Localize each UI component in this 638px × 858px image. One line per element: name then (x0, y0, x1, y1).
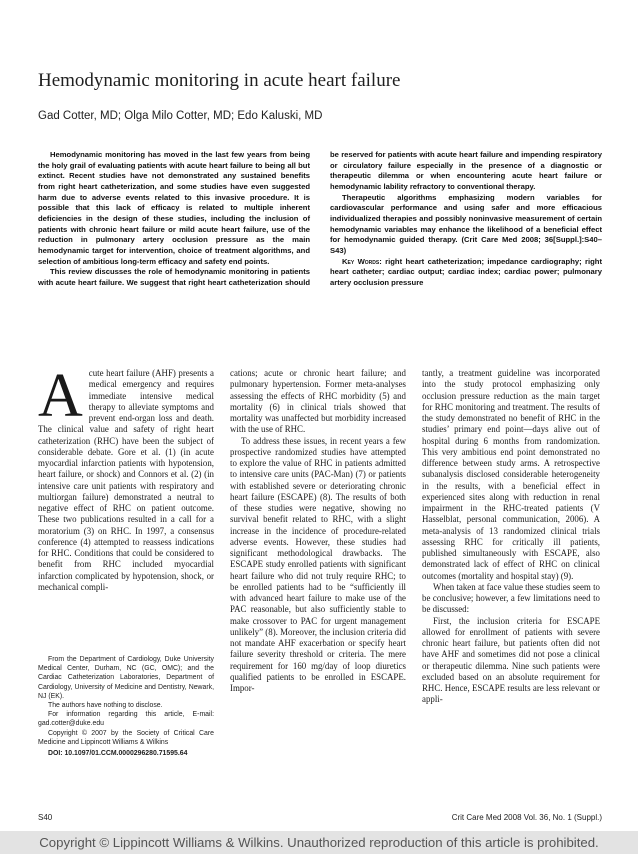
body-paragraph: First, the inclusion criteria for ESCAPE allowed for enrollment of patients with severe chronic heart failure, but patients often did not have AHF and sometimes did not pose a clinical or therapeutic dilemma. Nine such patients were excluded based on an absolute requirement for RHC. Hence, ESCAPE results are less relevant or appli- (422, 615, 600, 705)
drop-cap: A (38, 368, 83, 430)
footnote (38, 655, 214, 758)
page-number: S40 (38, 813, 53, 822)
abstract-paragraph: Therapeutic algorithms emphasizing modern variables for cardiovascular performance and using safer and more efficacious individualized therapies and possibly noninvasive measurement of certain hemodynamic variables may enhance the likelihood of a beneficial effect for hemodynamic guided therapy. (Crit Care Med 2008; 36[Suppl.]:S40–S43) (330, 192, 602, 255)
body-paragraph: cute heart failure (AHF) presents a medical emergency and requires immediate intensive medical therapy to alleviate symptoms and prevent end-organ loss and death. The clinical value and safety of right heart catheterization (RHC) have been the subject of considerable debate. Gore et al. (1) (in acute myocardial infarction patients with hypotension, heart failure, or shock) and Connors et al. (2) (in intensive care unit patients with respiratory and multiorgan failure) demonstrated a neutral to negative effect of RHC on patient outcome. These two publications resulted in a call for a moratorium (3) on RHC. In 1997, a consensus conference (4) attempted to reassess indications for RHC. Conditions that could be considered to benefit from RHC included myocardial infarction complicated by hypotension, shock, or mechanical compli- (38, 368, 214, 592)
body-paragraph: When taken at face value these studies seem to be conclusive; however, a few limitations need to be discussed: (422, 581, 600, 615)
key-words-label: Key Words: (342, 256, 382, 266)
journal-citation: Crit Care Med 2008 Vol. 36, No. 1 (Suppl.) (451, 813, 602, 822)
body-paragraph: To address these issues, in recent years a few prospective randomized studies have attempted to explore the value of RHC in patients admitted to intensive care units (PAC-Man) (7) or patients with established severe or deteriorating chronic heart failure (ESCAPE) (8). The results of both of these studies were negative, showing no survival benefit related to RHC, with a slight increase in the incidence of procedure-related adverse events. However, these studies had significant methodological drawbacks. The ESCAPE study enrolled patients with significant heart failure who did not truly require RHC; to be enrolled patients had to be “sufficiently ill with advanced heart failure to make use of the PAC reasonable, but also sufficiently stable to make crossover to PAC for urgent management unlikely” (8). Moreover, the inclusion criteria did not mandate AHF exacerbation or specify heart failure severity threshold or criteria. The mere requirement for 160 mg/day of loop diuretics qualified patients to be enrolled in ESCAPE. Impor- (230, 435, 406, 693)
key-words (330, 257, 602, 289)
author-list: Gad Cotter, MD; Olga Milo Cotter, MD; Edo Kaluski, MD (38, 110, 323, 122)
body-paragraph: cations; acute or chronic heart failure; and pulmonary hypertension. Former meta-analyses assessing the effects of RHC morbidity (5) and mortality (6) in clinical trials showed that mortality was unaffected but morbidity increased with the use of RHC. (230, 368, 406, 435)
key-words-text: right heart catheterization; impedance cardiography; right heart catheter; cardiac output; cardiac index; cardiac power; pulmonary artery occlusion pressure (330, 256, 602, 287)
abstract (38, 150, 602, 340)
abstract-paragraph: Hemodynamic monitoring has moved in the last few years from being the holy grail of evaluating patients with acute heart failure to being all but extinct. Recent studies have not demonstrated any sustained benefits from right heart catheterization, and some studies have even suggested harm due to adverse events related to this invasive procedure. It is possible that this lack of efficacy is related to multiple inherent deficiencies in the design of these studies, including the inclusion of patients with chronic heart failure or mild acute heart failure, use of the reduction in pulmonary artery occlusion pressure as the main hemodynamic target for intervention, choice of treatment algorithms, and selection of ambitious long-term efficacy and safety end points. (38, 150, 310, 266)
body-column-2 (230, 368, 406, 858)
footnote-disclosure: The authors have nothing to disclose. (48, 702, 163, 710)
doi: DOI: 10.1097/01.CCM.0000296280.71595.64 (48, 750, 188, 758)
article-title: Hemodynamic monitoring in acute heart failure (38, 70, 401, 91)
footnote-affiliation: From the Department of Cardiology, Duke University Medical Center, Durham, NC (GC, OMC); and the Cardiac Catheterization Laboratories, Department of Cardiology, University of Medicine and Dentistry, Newark, NJ (EK). (38, 656, 214, 700)
footnote-copyright: Copyright © 2007 by the Society of Critical Care Medicine and Lippincott Williams & Wilkins (38, 729, 214, 746)
footnote-reprints: For information regarding this article, E-mail: gad.cotter@duke.edu (38, 711, 214, 728)
copyright-banner: Copyright © Lippincott Williams & Wilkins. Unauthorized reproduction of this article is prohibited. (0, 831, 638, 854)
body-column-3 (422, 368, 600, 858)
body-paragraph: tantly, a treatment guideline was incorporated into the study protocol emphasizing only occlusion pressure reduction as the main target for RHC monitoring and treatment. The results of the study demonstrated no benefit of RHC in the studies’ primary end point—days alive out of hospital during 6 months from randomization. This very ambitious end point demonstrated no difference between study arms. A retrospective subanalysis disclosed considerable heterogeneity in the results, with a beneficial effect in experienced sites along with reduction in renal impairment in the RHC-treated patients (V Hasselblat, personal communication, 2006). A meta-analysis of 13 randomized clinical trials assessing RHC for critically ill patients, published simultaneously with ESCAPE, also demonstrated lack of effect of RHC on clinical outcomes (mortality and hospital stay) (9). (422, 368, 600, 581)
abstract-paragraph: This review discusses the role of hemodynamic monitoring in patients with acute heart failure. We suggest that right heart catheterization should be reserved for patients with acute heart failure and impending respiratory or circulatory failure especially in the presence of a diagnostic or therapeutic dilemma or when encountering acute heart failure or hemodynamic lability refractory to conventional therapy. (38, 150, 602, 287)
